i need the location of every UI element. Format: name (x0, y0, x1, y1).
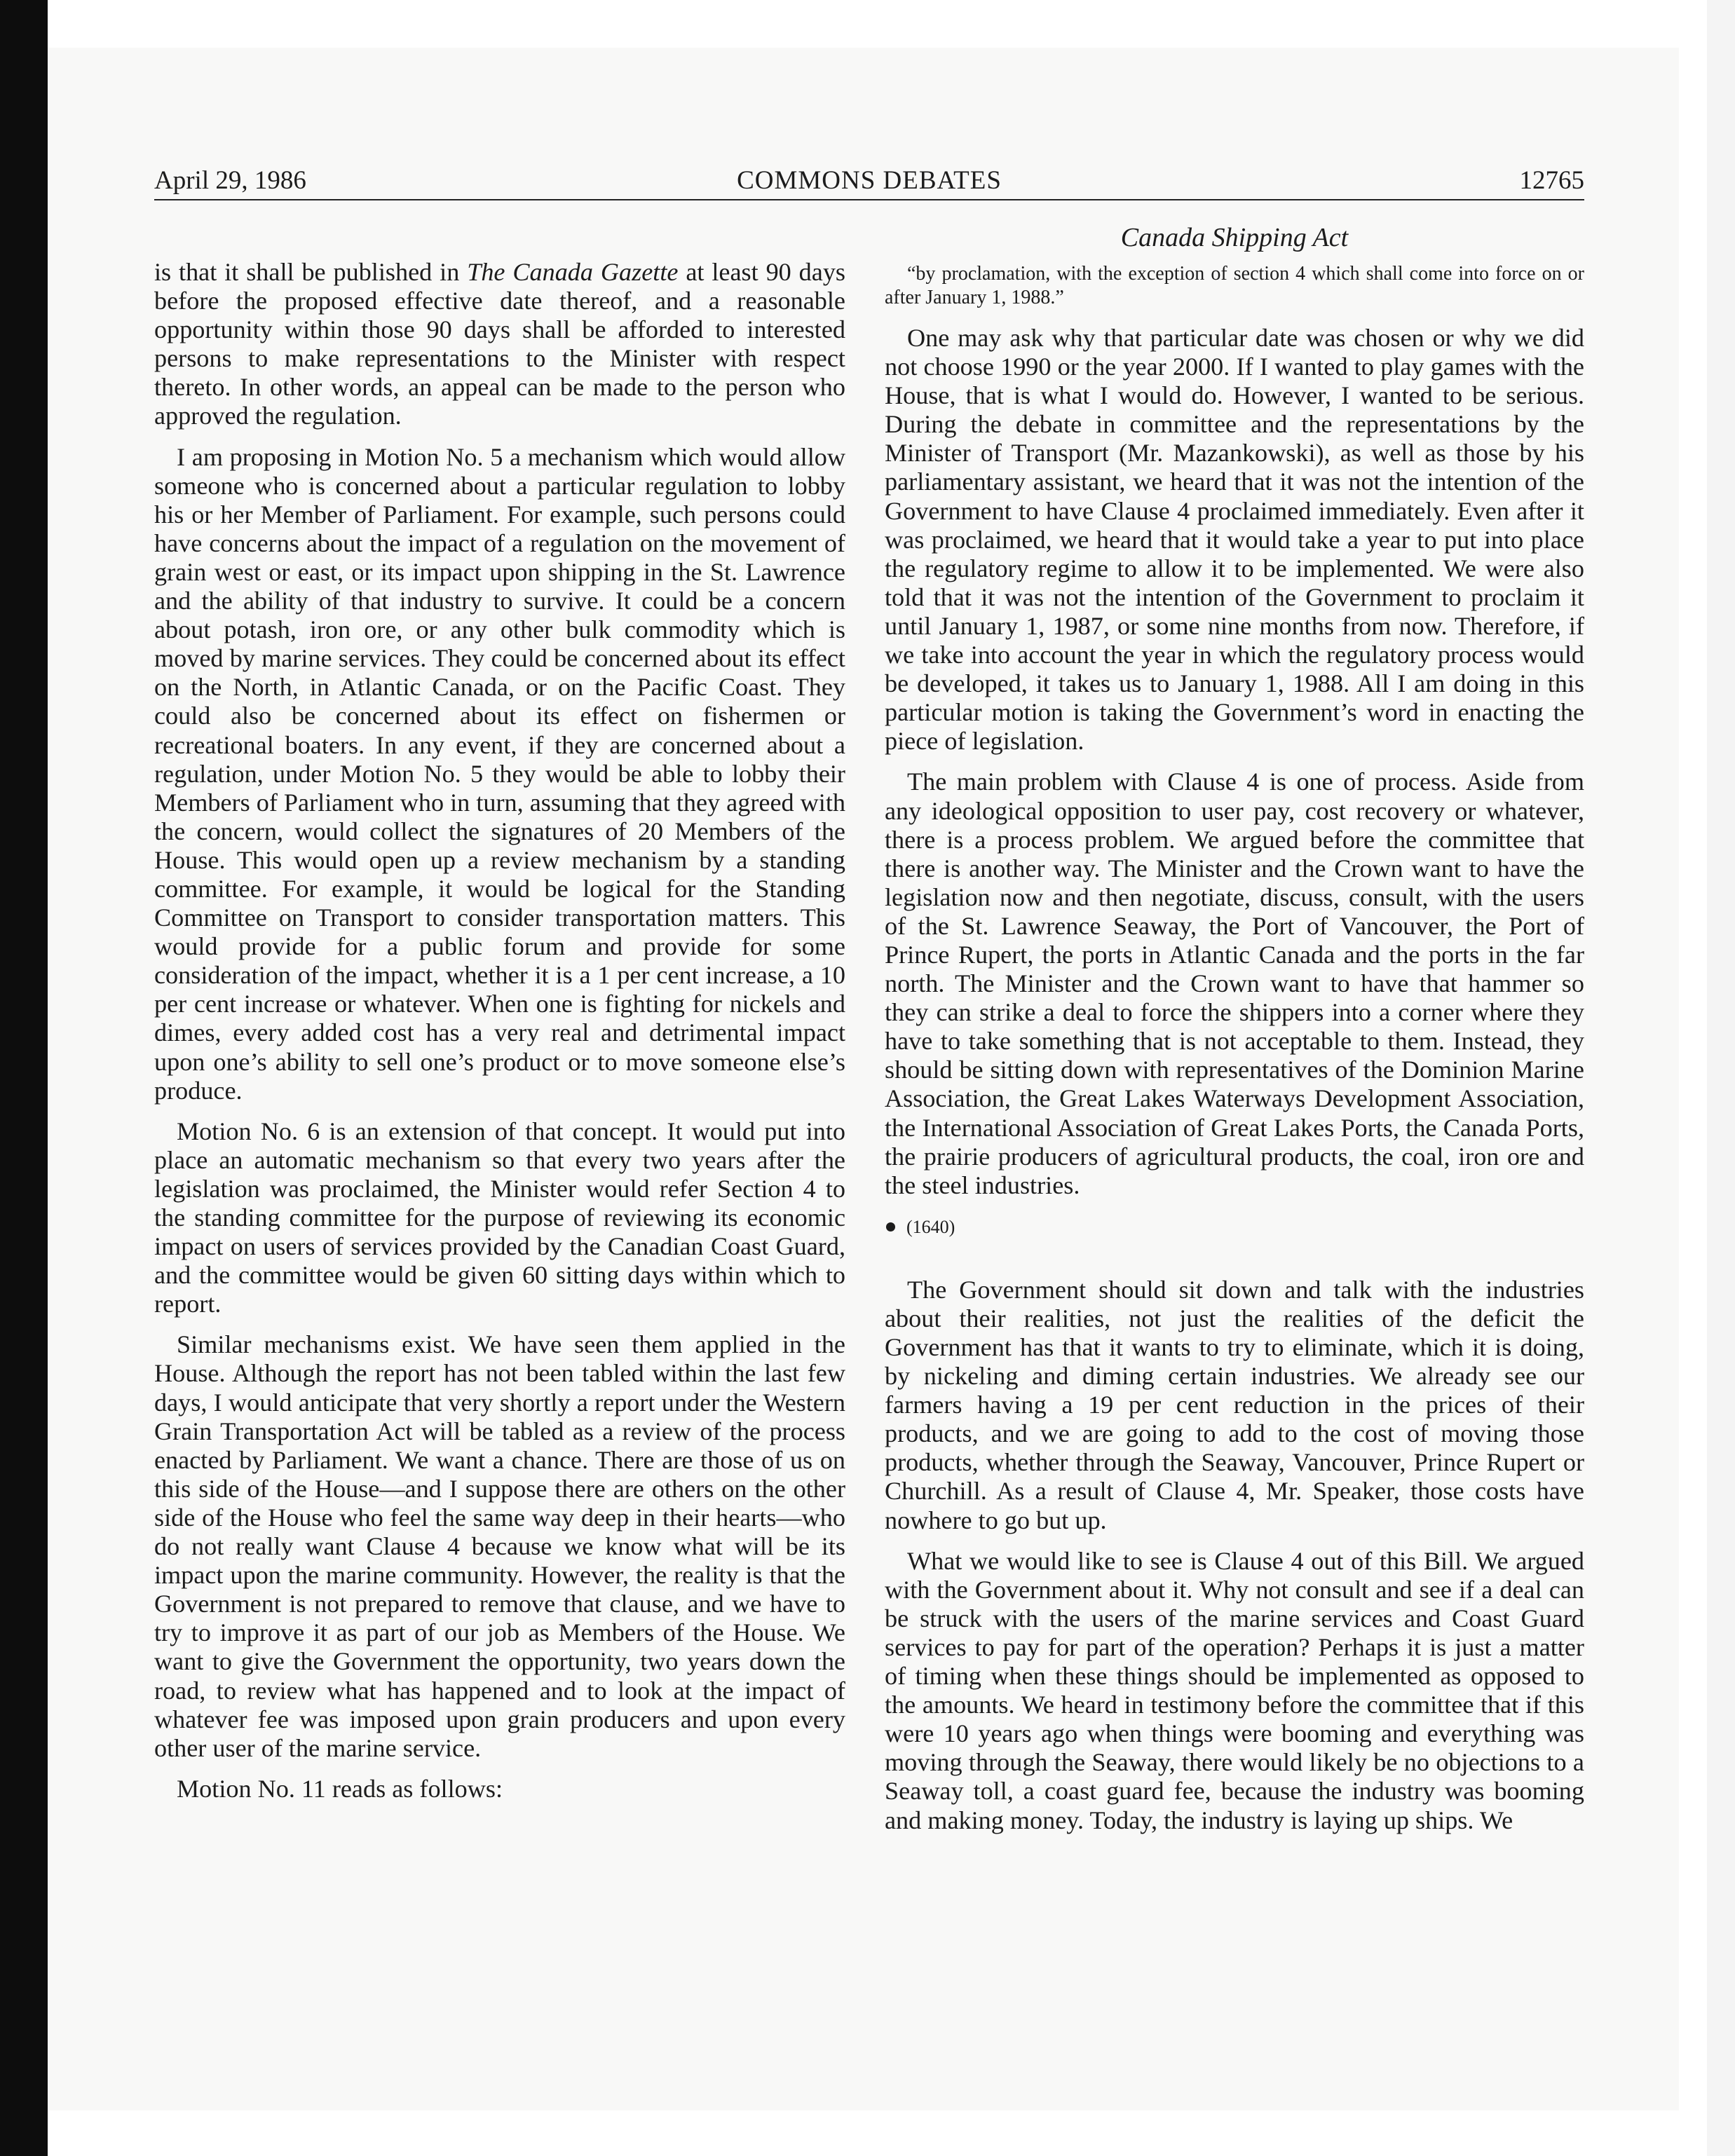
paragraph: The Government should sit down and talk with the industries about their realities, not just the realities of the deficit the Government has that it wants to try to eliminate, which it is doing, by nickeling and diming certain industries. We already see our farmers having a 19 per cent reduction in the prices of their products, and we are going to add to the cost of moving those products, whether through the Seaway, Vancouver, Prince Rupert or Churchill. As a result of Clause 4, Mr. Speaker, those costs have nowhere to go but up. (885, 1275, 1584, 1534)
time-marker (886, 1215, 1584, 1239)
quoted-motion: “by proclamation, with the exception of section 4 which shall come into force on or after January 1, 1988.” (885, 263, 1584, 308)
paragraph: Motion No. 6 is an extension of that concept. It would put into place an automatic mechanism so that every two years after the legislation was proclaimed, the Minister would refer Section 4 to the standing committee for the purpose of reviewing its economic impact on users of services provided by the Canadian Coast Guard, and the committee would be given 60 sitting days within which to report. (154, 1117, 845, 1318)
time-marker-text: (1640) (906, 1216, 955, 1237)
gazette-title: The Canada Gazette (467, 258, 679, 286)
running-header (154, 165, 1584, 200)
section-title: Canada Shipping Act (1120, 223, 1349, 252)
paragraph: Motion No. 11 reads as follows: (177, 1774, 503, 1803)
paragraph: The main problem with Clause 4 is one of process. Aside from any ideological opposition to user pay, cost recovery or whatever, there is a process problem. We argued before the committee that there is another way. The Minister and the Crown want to have the legislation now and then negotiate, discuss, consult, with the users of the St. Lawrence Seaway, the Port of Vancouver, the Port of Prince Rupert, the ports in Atlantic Canada and the ports in the far north. The Minister and the Crown want to have that hammer so they can strike a deal to force the shippers into a corner where they have to take something that is not acceptable to them. Instead, they should be sitting down with representatives of the Dominion Marine Association, the Great Lakes Waterways Development Association, the International Association of Great Lakes Ports, the Canada Ports, the prairie producers of agricultural products, the coal, iron ore and the steel industries. (885, 767, 1584, 1199)
scan-margin (1707, 0, 1735, 2156)
scan-edge-bar (0, 0, 48, 2156)
right-column (885, 262, 1584, 1835)
paragraph: One may ask why that particular date was chosen or why we did not choose 1990 or the year 2000. If I wanted to play games with the House, that is what I would do. However, I wanted to be serious. During the debate in committee and the representations by the Minister of Transport (Mr. Mazankowski), as well as those by his parliamentary assistant, we heard that it was not the intention of the Government to have Clause 4 proclaimed immediately. Even after it was proclaimed, we heard that it would take a year to put into place the regulatory regime to allow it to be implemented. We were also told that it was not the intention of the Government to proclaim it until January 1, 1987, or some nine months from now. Therefore, if we take into account the year in which the regulatory process would be developed, it takes us to January 1, 1988. All I am doing in this particular motion is taking the Government’s word in enacting the piece of legislation. (885, 324, 1584, 756)
bullet-icon (886, 1222, 895, 1231)
paragraph: is that it shall be published in The Canada Gazette at least 90 days before the proposed effective date thereof, and a reasonable opportunity within those 90 days shall be afforded to interested persons to make representations to the Minister with respect thereto. In other words, an appeal can be made to the person who approved the regulation. (154, 258, 845, 430)
paragraph: Similar mechanisms exist. We have seen them applied in the House. Although the report has not been tabled within the last few days, I would anticipate that very shortly a report under the Western Grain Transportation Act will be tabled as a review of the process enacted by Parliament. We want a chance. There are those of us on this side of the House—and I suppose there are others on the other side of the House who feel the same way deep in their hearts—who do not really want Clause 4 because we know what will be its impact upon the marine community. However, the reality is that the Government is not prepared to remove that clause, and we have to try to improve it as part of our job as Members of the House. We want to give the Government the opportunity, two years down the road, to review what has happened and to look at the impact of whatever fee was imposed upon grain producers and upon every other user of the marine service. (154, 1330, 845, 1762)
header-page-number: 12765 (1519, 166, 1584, 195)
header-publication: COMMONS DEBATES (737, 166, 1002, 195)
paragraph: What we would like to see is Clause 4 out of this Bill. We argued with the Government about it. Why not consult and see if a deal can be struck with the users of the marine services and Coast Guard services to pay for part of the operation? Perhaps it is just a matter of timing when these things should be implemented as opposed to the amounts. We heard in testimony before the committee that if this were 10 years ago when things were booming and everything was moving through the Seaway, there would likely be no objections to a Seaway toll, a coast guard fee, because the industry was booming and making money. Today, the industry is laying up ships. We (885, 1546, 1584, 1834)
paragraph: I am proposing in Motion No. 5 a mechanism which would allow someone who is concerned about a particular regulation to lobby his or her Member of Parliament. For example, such persons could have concerns about the impact of a regulation on the movement of grain west or east, or its impact upon shipping in the St. Lawrence and the ability of that industry to survive. It could be a concern about potash, iron ore, or any other bulk commodity which is moved by marine services. They could be concerned about its effect on the North, in Atlantic Canada, or on the Pacific Coast. They could also be concerned about its effect on fishermen or recreational boaters. In any event, if they are concerned about a regulation, under Motion No. 5 they would be able to lobby their Members of Parliament who in turn, assuming that they agreed with the concern, would collect the signatures of 20 Members of the House. This would open up a review mechanism by a standing committee. For example, it would be logical for the Standing Committee on Transport to consider transportation matters. This would provide for a public forum and provide for some consideration of the impact, whether it is a 1 per cent increase, a 10 per cent increase or whatever. When one is fighting for nickels and dimes, every added cost has a very real and detrimental impact upon one’s ability to sell one’s product or to move someone else’s produce. (154, 442, 845, 1105)
header-date: April 29, 1986 (154, 166, 306, 195)
left-column (154, 258, 845, 1803)
